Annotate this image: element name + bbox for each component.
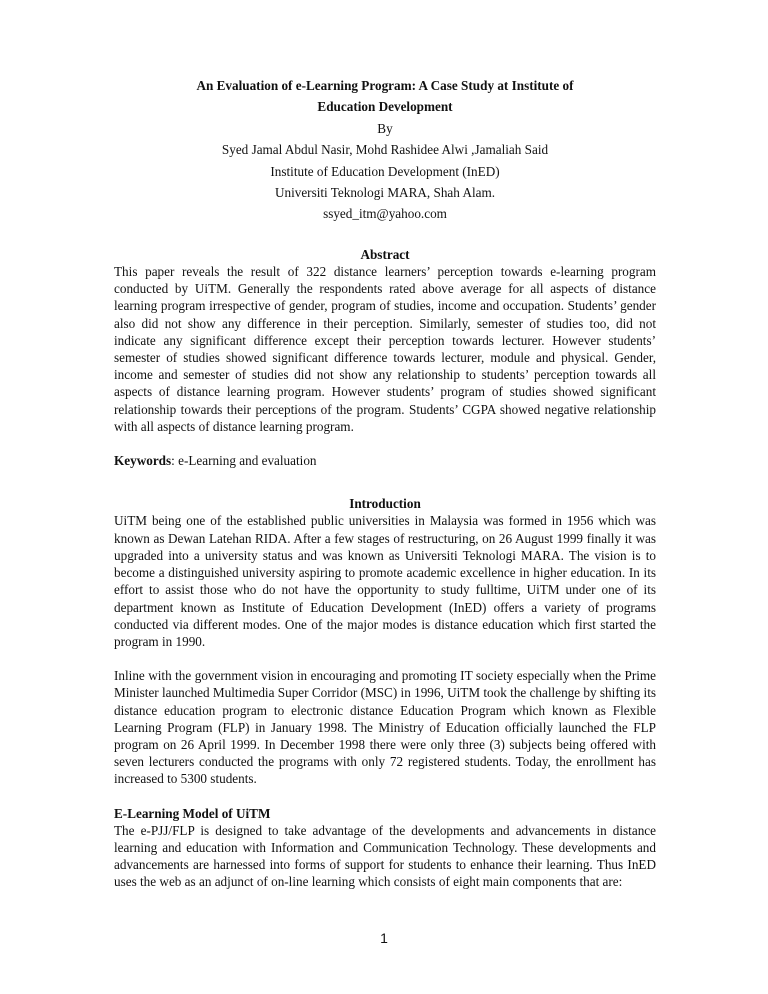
document-page [114,70,656,891]
university: Universiti Teknologi MARA, Shah Alam. [274,185,496,201]
abstract-text: This paper reveals the result of 322 distance learners’ perception towards e-learning program conducted by UiTM. Generally the respondents rated above average for all aspects of distance learning program irrespective of gender, program of studies, income and occupation. Students’ gender also did not show any difference in their perception. Similarly, semester of studies too, did not indicate any significant difference except their perception towards lecturer. However students’ semester of studies showed significant difference towards lecturer, module and physical. Gender, income and semester of studies did not show any relationship to students’ perception towards all aspects of distance learning program. However students’ program of studies showed significant relationship towards their perceptions of the program. Students’ CGPA showed negative relationship with all aspects of distance learning program. [114,264,656,434]
model-paragraph: The e-PJJ/FLP is designed to take advantage of the developments and advancements in distance learning and education with Information and Communication Technology. These developments and advancements are harnessed into forms of support for students to enhance their learning. Thus InED uses the web as an adjunct of on-line learning which consists of eight main components that are: [114,822,656,890]
keywords-label: Keywords [114,453,172,469]
authors: Syed Jamal Abdul Nasir, Mohd Rashidee Alwi ,Jamaliah Said [221,142,549,158]
keywords-text: : e-Learning and evaluation [171,453,317,469]
introduction-paragraph-1: UiTM being one of the established public universities in Malaysia was formed in 1956 which was known as Dewan Latehan RIDA. After a few stages of restructuring, on 26 August 1999 finally it was upgraded into a university status and was known as Universiti Teknologi MARA. The vision is to become a distinguished university aspiring to promote academic excellence in higher education. In its effort to assist those who do not have the opportunity to study fulltime, UiTM under one of its department known as Institute of Education Development (InED) offers a variety of programs conducted via different modes. One of the major modes is distance education which first started the program in 1990. [114,513,656,649]
author-email: ssyed_itm@yahoo.com [323,206,447,222]
paper-title-line-1: An Evaluation of e-Learning Program: A Case Study at Institute of [196,78,574,93]
keywords-line [114,452,656,469]
page-number: 1 [380,930,388,946]
by-line: By [377,120,393,136]
institute: Institute of Education Development (InED) [270,163,500,179]
introduction-paragraph-2: Inline with the government vision in encouraging and promoting IT society especially when the Prime Minister launched Multimedia Super Corridor (MSC) in 1996, UiTM took the challenge by shifting its distance education program to electronic distance Education Program which known as Flexible Learning Program (FLP) in January 1998. The Ministry of Education officially launched the FLP program on 26 April 1999. In December 1998 there were only three (3) subjects being offered with seven lecturers conducted the programs with only 72 registered students. Today, the enrollment has increased to 5300 students. [114,668,656,787]
abstract-heading: Abstract [360,246,410,262]
paper-title-line-2: Education Development [317,99,453,115]
model-heading: E-Learning Model of UiTM [114,805,271,821]
introduction-heading: Introduction [349,496,421,512]
